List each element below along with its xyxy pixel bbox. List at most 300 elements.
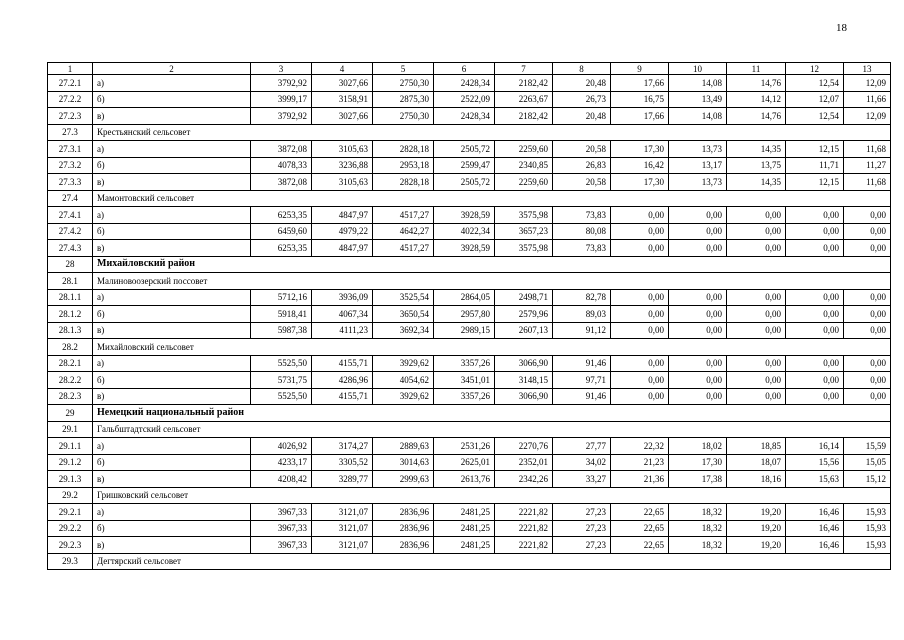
- value-cell: 2828,18: [373, 174, 434, 191]
- district-name: Михайловский район: [93, 256, 891, 273]
- value-cell: 0,00: [786, 223, 844, 240]
- value-cell: 13,73: [669, 141, 727, 158]
- value-cell: 5712,16: [251, 289, 312, 306]
- value-cell: 0,00: [669, 355, 727, 372]
- row-code: 27.2.2: [48, 91, 93, 108]
- section-name: Крестьянский сельсовет: [93, 124, 891, 141]
- value-cell: 2428,34: [434, 75, 495, 92]
- value-cell: 0,00: [611, 306, 669, 323]
- value-cell: 4847,97: [312, 207, 373, 224]
- tariff-table: [47, 62, 891, 570]
- value-cell: 4155,71: [312, 388, 373, 405]
- value-cell: 3357,26: [434, 355, 495, 372]
- table-row: [48, 141, 891, 158]
- value-cell: 2498,71: [495, 289, 553, 306]
- value-cell: 2999,63: [373, 471, 434, 488]
- value-cell: 21,36: [611, 471, 669, 488]
- value-cell: 21,23: [611, 454, 669, 471]
- row-label: а): [93, 438, 251, 455]
- value-cell: 16,46: [786, 537, 844, 554]
- row-code: 28.1.1: [48, 289, 93, 306]
- value-cell: 19,20: [727, 504, 786, 521]
- value-cell: 15,93: [844, 537, 891, 554]
- row-label: в): [93, 174, 251, 191]
- value-cell: 13,75: [727, 157, 786, 174]
- value-cell: 18,85: [727, 438, 786, 455]
- section-row: [48, 339, 891, 356]
- table-row: [48, 454, 891, 471]
- value-cell: 15,93: [844, 520, 891, 537]
- value-cell: 0,00: [844, 306, 891, 323]
- value-cell: 5525,50: [251, 388, 312, 405]
- table-row: [48, 240, 891, 257]
- value-cell: 0,00: [844, 355, 891, 372]
- column-header: 5: [373, 63, 434, 75]
- value-cell: 4155,71: [312, 355, 373, 372]
- value-cell: 0,00: [727, 322, 786, 339]
- value-cell: 0,00: [727, 306, 786, 323]
- row-code: 28.2.1: [48, 355, 93, 372]
- table-body: [48, 75, 891, 570]
- column-header: 3: [251, 63, 312, 75]
- section-name: Мамонтовский сельсовет: [93, 190, 891, 207]
- value-cell: 3872,08: [251, 141, 312, 158]
- column-header: 10: [669, 63, 727, 75]
- value-cell: 4847,97: [312, 240, 373, 257]
- table-row: [48, 174, 891, 191]
- value-cell: 15,12: [844, 471, 891, 488]
- value-cell: 0,00: [844, 388, 891, 405]
- value-cell: 4642,27: [373, 223, 434, 240]
- value-cell: 18,02: [669, 438, 727, 455]
- table-row: [48, 388, 891, 405]
- column-header: 6: [434, 63, 495, 75]
- value-cell: 15,56: [786, 454, 844, 471]
- value-cell: 26,73: [553, 91, 611, 108]
- value-cell: 0,00: [786, 240, 844, 257]
- value-cell: 2182,42: [495, 75, 553, 92]
- value-cell: 5731,75: [251, 372, 312, 389]
- value-cell: 22,65: [611, 520, 669, 537]
- value-cell: 0,00: [786, 207, 844, 224]
- value-cell: 3174,27: [312, 438, 373, 455]
- section-name: Михайловский сельсовет: [93, 339, 891, 356]
- row-code: 29.1: [48, 421, 93, 438]
- table-row: [48, 471, 891, 488]
- value-cell: 2481,25: [434, 504, 495, 521]
- row-label: в): [93, 537, 251, 554]
- value-cell: 17,66: [611, 75, 669, 92]
- value-cell: 0,00: [669, 223, 727, 240]
- row-label: в): [93, 240, 251, 257]
- value-cell: 18,32: [669, 537, 727, 554]
- value-cell: 0,00: [611, 388, 669, 405]
- value-cell: 14,35: [727, 174, 786, 191]
- value-cell: 4286,96: [312, 372, 373, 389]
- value-cell: 11,66: [844, 91, 891, 108]
- value-cell: 15,93: [844, 504, 891, 521]
- value-cell: 2481,25: [434, 537, 495, 554]
- column-header: 11: [727, 63, 786, 75]
- row-label: в): [93, 471, 251, 488]
- row-code: 29.3: [48, 553, 93, 570]
- value-cell: 3967,33: [251, 520, 312, 537]
- value-cell: 2342,26: [495, 471, 553, 488]
- value-cell: 12,54: [786, 75, 844, 92]
- value-cell: 3451,01: [434, 372, 495, 389]
- value-cell: 0,00: [844, 322, 891, 339]
- value-cell: 0,00: [786, 372, 844, 389]
- value-cell: 3121,07: [312, 520, 373, 537]
- value-cell: 3650,54: [373, 306, 434, 323]
- value-cell: 15,59: [844, 438, 891, 455]
- value-cell: 97,71: [553, 372, 611, 389]
- value-cell: 2531,26: [434, 438, 495, 455]
- value-cell: 0,00: [669, 372, 727, 389]
- value-cell: 16,46: [786, 520, 844, 537]
- value-cell: 17,66: [611, 108, 669, 125]
- value-cell: 4979,22: [312, 223, 373, 240]
- value-cell: 2989,15: [434, 322, 495, 339]
- value-cell: 3929,62: [373, 355, 434, 372]
- value-cell: 16,14: [786, 438, 844, 455]
- value-cell: 0,00: [669, 240, 727, 257]
- value-cell: 2259,60: [495, 141, 553, 158]
- value-cell: 3121,07: [312, 504, 373, 521]
- page-number: 18: [836, 22, 847, 34]
- row-code: 27.3.3: [48, 174, 93, 191]
- value-cell: 3066,90: [495, 388, 553, 405]
- value-cell: 2221,82: [495, 504, 553, 521]
- section-name: Гришковский сельсовет: [93, 487, 891, 504]
- value-cell: 17,30: [669, 454, 727, 471]
- value-cell: 11,68: [844, 141, 891, 158]
- value-cell: 3928,59: [434, 207, 495, 224]
- value-cell: 6253,35: [251, 240, 312, 257]
- value-cell: 0,00: [611, 207, 669, 224]
- value-cell: 4517,27: [373, 207, 434, 224]
- value-cell: 13,49: [669, 91, 727, 108]
- value-cell: 12,09: [844, 108, 891, 125]
- row-code: 27.4.2: [48, 223, 93, 240]
- row-label: б): [93, 520, 251, 537]
- value-cell: 2957,80: [434, 306, 495, 323]
- value-cell: 27,77: [553, 438, 611, 455]
- value-cell: 11,27: [844, 157, 891, 174]
- value-cell: 2505,72: [434, 174, 495, 191]
- row-label: в): [93, 322, 251, 339]
- value-cell: 2352,01: [495, 454, 553, 471]
- row-code: 29.2.3: [48, 537, 93, 554]
- row-label: б): [93, 157, 251, 174]
- value-cell: 3936,09: [312, 289, 373, 306]
- value-cell: 0,00: [669, 306, 727, 323]
- value-cell: 27,23: [553, 504, 611, 521]
- value-cell: 0,00: [844, 289, 891, 306]
- value-cell: 2828,18: [373, 141, 434, 158]
- row-code: 28: [48, 256, 93, 273]
- value-cell: 3792,92: [251, 108, 312, 125]
- value-cell: 3575,98: [495, 207, 553, 224]
- value-cell: 3027,66: [312, 75, 373, 92]
- section-row: [48, 190, 891, 207]
- value-cell: 18,32: [669, 504, 727, 521]
- value-cell: 3014,63: [373, 454, 434, 471]
- value-cell: 4111,23: [312, 322, 373, 339]
- value-cell: 3525,54: [373, 289, 434, 306]
- table-row: [48, 306, 891, 323]
- value-cell: 2607,13: [495, 322, 553, 339]
- value-cell: 0,00: [727, 207, 786, 224]
- value-cell: 3967,33: [251, 504, 312, 521]
- table-row: [48, 223, 891, 240]
- row-code: 28.1.2: [48, 306, 93, 323]
- row-code: 27.2.1: [48, 75, 93, 92]
- value-cell: 19,20: [727, 520, 786, 537]
- value-cell: 2625,01: [434, 454, 495, 471]
- value-cell: 12,07: [786, 91, 844, 108]
- value-cell: 91,46: [553, 355, 611, 372]
- value-cell: 0,00: [611, 289, 669, 306]
- value-cell: 22,65: [611, 537, 669, 554]
- value-cell: 0,00: [844, 207, 891, 224]
- table-row: [48, 504, 891, 521]
- value-cell: 4054,62: [373, 372, 434, 389]
- row-label: а): [93, 75, 251, 92]
- value-cell: 19,20: [727, 537, 786, 554]
- value-cell: 14,76: [727, 108, 786, 125]
- column-header: 1: [48, 63, 93, 75]
- value-cell: 12,54: [786, 108, 844, 125]
- value-cell: 0,00: [611, 322, 669, 339]
- value-cell: 3575,98: [495, 240, 553, 257]
- value-cell: 2836,96: [373, 520, 434, 537]
- value-cell: 5918,41: [251, 306, 312, 323]
- column-header: 4: [312, 63, 373, 75]
- row-label: б): [93, 306, 251, 323]
- value-cell: 18,32: [669, 520, 727, 537]
- value-cell: 3657,23: [495, 223, 553, 240]
- value-cell: 0,00: [669, 207, 727, 224]
- value-cell: 22,65: [611, 504, 669, 521]
- value-cell: 0,00: [727, 240, 786, 257]
- value-cell: 2750,30: [373, 108, 434, 125]
- row-label: а): [93, 289, 251, 306]
- value-cell: 3692,34: [373, 322, 434, 339]
- value-cell: 16,75: [611, 91, 669, 108]
- value-cell: 20,48: [553, 75, 611, 92]
- section-row: [48, 553, 891, 570]
- value-cell: 3066,90: [495, 355, 553, 372]
- value-cell: 3872,08: [251, 174, 312, 191]
- table-row: [48, 520, 891, 537]
- table-row: [48, 207, 891, 224]
- value-cell: 3929,62: [373, 388, 434, 405]
- section-row: [48, 421, 891, 438]
- value-cell: 20,58: [553, 141, 611, 158]
- value-cell: 0,00: [844, 223, 891, 240]
- value-cell: 4517,27: [373, 240, 434, 257]
- row-code: 29.2.2: [48, 520, 93, 537]
- row-code: 27.3: [48, 124, 93, 141]
- value-cell: 4078,33: [251, 157, 312, 174]
- value-cell: 11,71: [786, 157, 844, 174]
- row-label: а): [93, 504, 251, 521]
- value-cell: 2889,63: [373, 438, 434, 455]
- value-cell: 5525,50: [251, 355, 312, 372]
- section-name: Малиновоозерский поссовет: [93, 273, 891, 290]
- section-name: Дегтярский сельсовет: [93, 553, 891, 570]
- value-cell: 2522,09: [434, 91, 495, 108]
- value-cell: 89,03: [553, 306, 611, 323]
- value-cell: 2221,82: [495, 520, 553, 537]
- row-label: б): [93, 454, 251, 471]
- column-header: 2: [93, 63, 251, 75]
- value-cell: 3305,52: [312, 454, 373, 471]
- row-code: 29.2.1: [48, 504, 93, 521]
- row-code: 29.1.1: [48, 438, 93, 455]
- table-row: [48, 372, 891, 389]
- value-cell: 3148,15: [495, 372, 553, 389]
- value-cell: 0,00: [786, 306, 844, 323]
- value-cell: 2263,67: [495, 91, 553, 108]
- header-row: [48, 63, 891, 75]
- value-cell: 3027,66: [312, 108, 373, 125]
- value-cell: 17,30: [611, 141, 669, 158]
- table-row: [48, 108, 891, 125]
- district-row: [48, 256, 891, 273]
- value-cell: 0,00: [727, 289, 786, 306]
- value-cell: 0,00: [611, 223, 669, 240]
- value-cell: 0,00: [727, 372, 786, 389]
- column-header: 12: [786, 63, 844, 75]
- value-cell: 2953,18: [373, 157, 434, 174]
- table-row: [48, 91, 891, 108]
- value-cell: 2836,96: [373, 504, 434, 521]
- value-cell: 0,00: [611, 240, 669, 257]
- table-row: [48, 355, 891, 372]
- value-cell: 5987,38: [251, 322, 312, 339]
- value-cell: 91,46: [553, 388, 611, 405]
- column-header: 13: [844, 63, 891, 75]
- value-cell: 2836,96: [373, 537, 434, 554]
- value-cell: 3792,92: [251, 75, 312, 92]
- column-header: 9: [611, 63, 669, 75]
- row-label: а): [93, 355, 251, 372]
- row-code: 27.3.1: [48, 141, 93, 158]
- row-code: 27.4.1: [48, 207, 93, 224]
- value-cell: 2505,72: [434, 141, 495, 158]
- value-cell: 0,00: [727, 388, 786, 405]
- value-cell: 2750,30: [373, 75, 434, 92]
- value-cell: 2270,76: [495, 438, 553, 455]
- value-cell: 0,00: [786, 355, 844, 372]
- value-cell: 33,27: [553, 471, 611, 488]
- value-cell: 2259,60: [495, 174, 553, 191]
- value-cell: 0,00: [844, 240, 891, 257]
- value-cell: 0,00: [844, 372, 891, 389]
- district-name: Немецкий национальный район: [93, 405, 891, 422]
- column-header: 7: [495, 63, 553, 75]
- value-cell: 3357,26: [434, 388, 495, 405]
- value-cell: 0,00: [669, 322, 727, 339]
- value-cell: 2182,42: [495, 108, 553, 125]
- row-label: а): [93, 207, 251, 224]
- value-cell: 82,78: [553, 289, 611, 306]
- value-cell: 3289,77: [312, 471, 373, 488]
- value-cell: 12,15: [786, 174, 844, 191]
- value-cell: 14,35: [727, 141, 786, 158]
- value-cell: 0,00: [786, 289, 844, 306]
- row-code: 29: [48, 405, 93, 422]
- row-code: 28.1: [48, 273, 93, 290]
- row-label: б): [93, 372, 251, 389]
- value-cell: 80,08: [553, 223, 611, 240]
- value-cell: 0,00: [611, 372, 669, 389]
- value-cell: 6459,60: [251, 223, 312, 240]
- value-cell: 12,15: [786, 141, 844, 158]
- row-code: 27.2.3: [48, 108, 93, 125]
- table-row: [48, 438, 891, 455]
- value-cell: 0,00: [669, 388, 727, 405]
- value-cell: 2481,25: [434, 520, 495, 537]
- row-label: б): [93, 223, 251, 240]
- value-cell: 20,58: [553, 174, 611, 191]
- value-cell: 16,42: [611, 157, 669, 174]
- value-cell: 4022,34: [434, 223, 495, 240]
- row-code: 28.2: [48, 339, 93, 356]
- column-header: 8: [553, 63, 611, 75]
- value-cell: 2579,96: [495, 306, 553, 323]
- value-cell: 2599,47: [434, 157, 495, 174]
- value-cell: 4067,34: [312, 306, 373, 323]
- value-cell: 3158,91: [312, 91, 373, 108]
- value-cell: 4208,42: [251, 471, 312, 488]
- value-cell: 27,23: [553, 537, 611, 554]
- value-cell: 17,30: [611, 174, 669, 191]
- section-row: [48, 273, 891, 290]
- value-cell: 73,83: [553, 207, 611, 224]
- value-cell: 2428,34: [434, 108, 495, 125]
- value-cell: 18,16: [727, 471, 786, 488]
- value-cell: 14,08: [669, 75, 727, 92]
- table-row: [48, 289, 891, 306]
- value-cell: 26,83: [553, 157, 611, 174]
- value-cell: 2613,76: [434, 471, 495, 488]
- value-cell: 11,68: [844, 174, 891, 191]
- row-label: в): [93, 388, 251, 405]
- value-cell: 73,83: [553, 240, 611, 257]
- value-cell: 91,12: [553, 322, 611, 339]
- row-code: 28.1.3: [48, 322, 93, 339]
- value-cell: 14,08: [669, 108, 727, 125]
- value-cell: 3236,88: [312, 157, 373, 174]
- row-label: в): [93, 108, 251, 125]
- district-row: [48, 405, 891, 422]
- value-cell: 18,07: [727, 454, 786, 471]
- value-cell: 0,00: [786, 322, 844, 339]
- value-cell: 22,32: [611, 438, 669, 455]
- value-cell: 3967,33: [251, 537, 312, 554]
- value-cell: 34,02: [553, 454, 611, 471]
- value-cell: 3105,63: [312, 174, 373, 191]
- row-code: 28.2.3: [48, 388, 93, 405]
- value-cell: 3999,17: [251, 91, 312, 108]
- table-row: [48, 322, 891, 339]
- value-cell: 16,46: [786, 504, 844, 521]
- section-row: [48, 124, 891, 141]
- table-row: [48, 75, 891, 92]
